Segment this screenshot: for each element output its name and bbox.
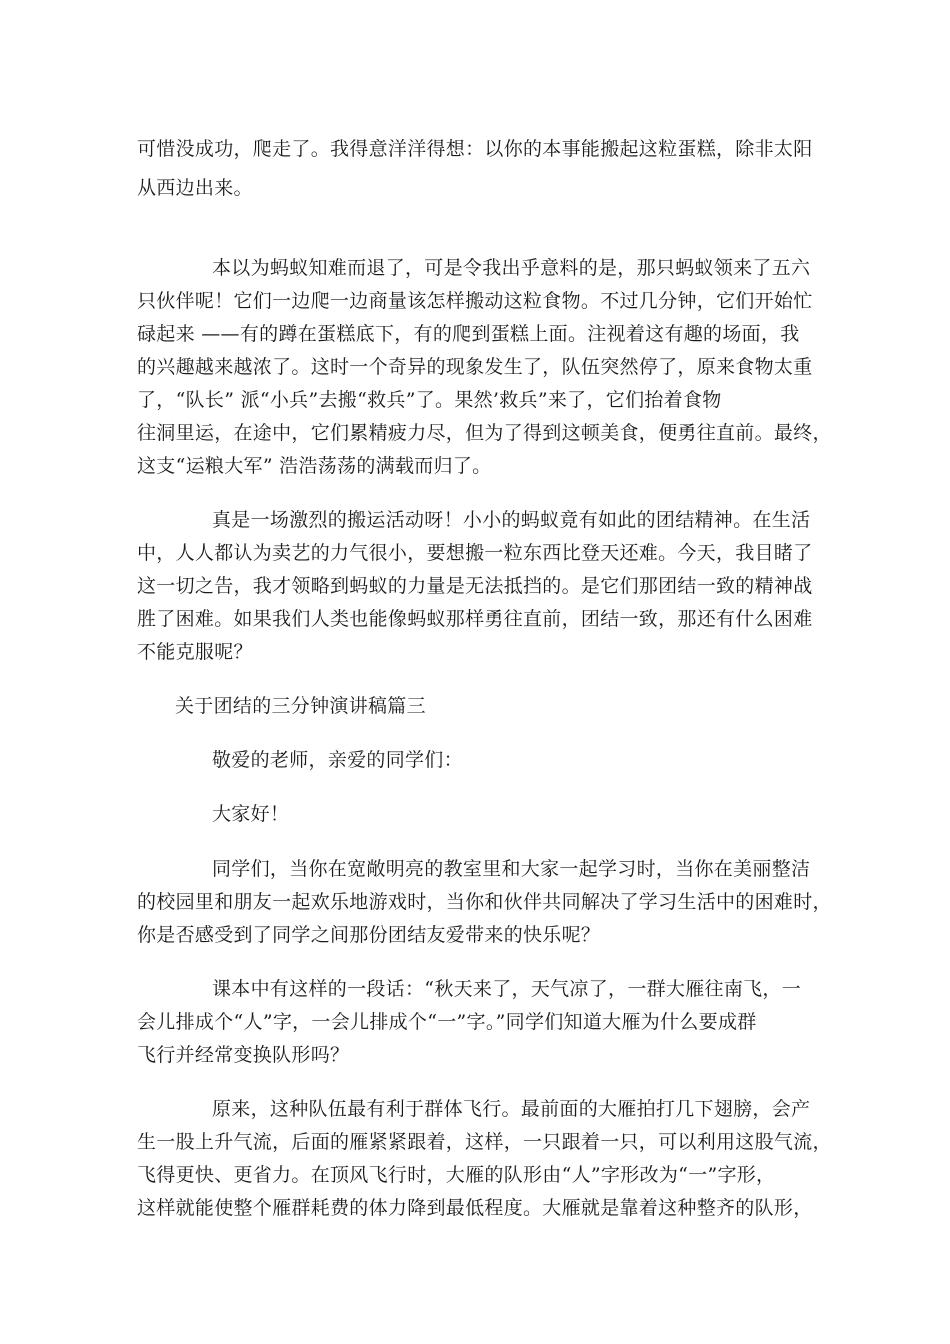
p3-line-2: 中，人人都认为卖艺的力气很小，要想搬一粒东西比登天还难。今天，我目睹了	[137, 542, 813, 564]
p7-line-2: 会儿排成个“人”字，一会儿排成个“一”字。”同学们知道大雁为什么要成群	[137, 1011, 757, 1033]
p8-line-4: 这样就能使整个雁群耗费的体力降到最低程度。大雁就是靠着这种整齐的队形，	[137, 1197, 813, 1219]
p8-line-3: 飞得更快、更省力。在顶风飞行时，大雁的队形由“人”字形改为“一”字形，	[137, 1164, 776, 1186]
p2-line-1: 本以为蚂蚁知难而退了，可是令我出乎意料的是，那只蚂蚁领来了五六	[212, 257, 811, 279]
p2-line-7: 这支“运粮大军” 浩浩荡荡的满载而归了。	[137, 455, 492, 477]
p6-line-2: 的校园里和朋友一起欢乐地游戏时，当你和伙伴共同解决了学习生活中的困难时，	[137, 891, 832, 913]
p7-line-3: 飞行并经常变换队形吗？	[137, 1044, 350, 1066]
p2-line-4: 的兴趣越来越浓了。这时一个奇异的现象发生了，队伍突然停了，原来食物太重	[137, 356, 813, 378]
p6-line-1: 同学们，当你在宽敞明亮的教室里和大家一起学习时，当你在美丽整洁	[212, 858, 811, 880]
greeting: 大家好！	[212, 803, 290, 825]
p6-line-3: 你是否感受到了同学之间那份团结友爱带来的快乐呢？	[137, 924, 601, 946]
p3-line-5: 不能克服呢？	[137, 641, 253, 663]
p2-line-3: 碌起来 ——有的蹲在蛋糕底下，有的爬到蛋糕上面。注视着这有趣的场面，我	[137, 323, 800, 345]
p1-line-1: 可惜没成功，爬走了。我得意洋洋得想：以你的本事能搬起这粒蛋糕，除非太阳	[137, 138, 813, 160]
p1-line-2: 从西边出来。	[137, 177, 253, 199]
p3-line-3: 这一切之告，我才领略到蚂蚁的力量是无法抵挡的。是它们那团结一致的精神战	[137, 575, 813, 597]
p2-line-2: 只伙伴呢！它们一边爬一边商量该怎样搬动这粒食物。不过几分钟，它们开始忙	[137, 290, 813, 312]
p2-line-5: 了，“队长” 派“小兵”去搬“救兵”了。果然’救兵”来了，它们抬着食物	[137, 389, 722, 411]
section-heading: 关于团结的三分钟演讲稿篇三	[175, 695, 426, 717]
p3-line-1: 真是一场激烈的搬运活动呀！小小的蚂蚁竟有如此的团结精神。在生活	[212, 509, 811, 531]
p8-line-1: 原来，这种队伍最有利于群体飞行。最前面的大雁拍打几下翅膀，会产	[212, 1098, 811, 1120]
p2-line-6: 往洞里运，在途中，它们累精疲力尽，但为了得到这顿美食，便勇往直前。最终，	[137, 422, 832, 444]
salutation: 敬爱的老师，亲爱的同学们：	[212, 749, 463, 771]
p3-line-4: 胜了困难。如果我们人类也能像蚂蚁那样勇往直前，团结一致，那还有什么困难	[137, 608, 813, 630]
p7-line-1: 课本中有这样的一段话：“秋天来了，天气凉了，一群大雁往南飞，一	[212, 978, 802, 1000]
p8-line-2: 生一股上升气流，后面的雁紧紧跟着，这样，一只跟着一只，可以利用这股气流，	[137, 1131, 832, 1153]
